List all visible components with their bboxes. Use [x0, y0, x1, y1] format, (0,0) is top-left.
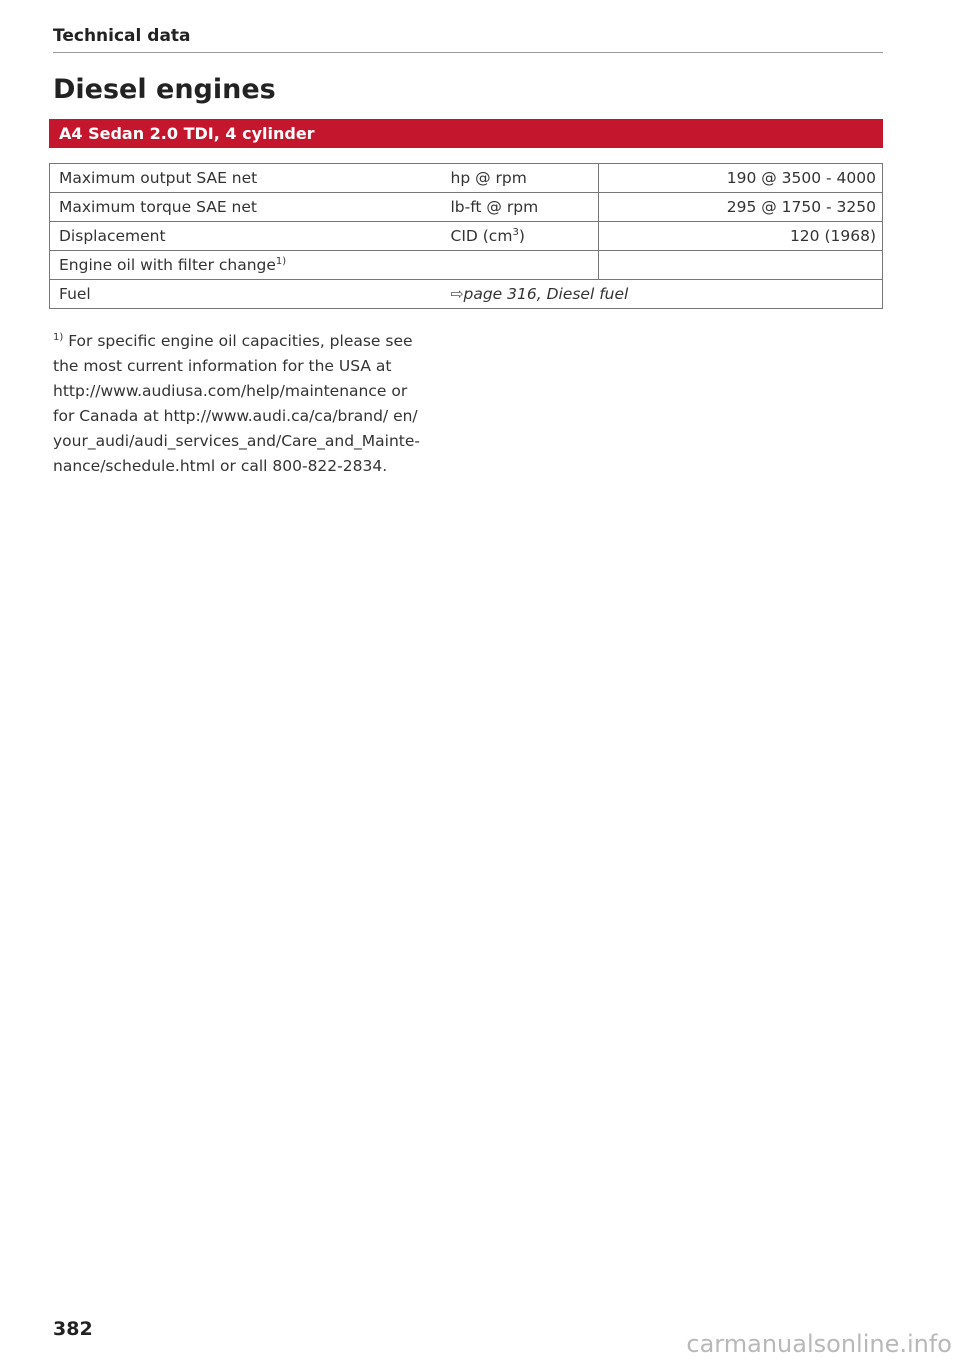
spec-unit: hp @ rpm	[442, 164, 599, 193]
page-number: 382	[53, 1318, 93, 1340]
spec-label: Maximum output SAE net	[50, 164, 442, 193]
spec-unit: CID $(cm^3)$	[442, 222, 599, 251]
table-row	[50, 222, 883, 251]
spec-label: Fuel	[50, 280, 442, 309]
page-title: Diesel engines	[53, 74, 276, 105]
table-row	[50, 251, 883, 280]
spec-label: Engine oil with filter change$^{1)}$	[50, 251, 442, 280]
spec-value: 120 (1968)	[599, 222, 883, 251]
spec-label: Maximum torque SAE net	[50, 193, 442, 222]
table-row	[50, 280, 883, 309]
spec-value: 295 @ 1750 - 3250	[599, 193, 883, 222]
section-label: Technical data	[53, 26, 191, 46]
spec-value: 190 @ 3500 - 4000	[599, 164, 883, 193]
spec-value	[599, 251, 883, 280]
footnote-marker: 1)	[53, 332, 64, 343]
spec-unit	[442, 251, 599, 280]
table-row	[50, 193, 883, 222]
spec-label: Displacement	[50, 222, 442, 251]
footnote	[53, 325, 453, 479]
page-reference-link[interactable]: ⇨page 316, Diesel fuel	[442, 280, 883, 309]
footnote-marker: 1)	[275, 255, 287, 267]
watermark: carmanualsonline.info	[686, 1330, 952, 1358]
table-row	[50, 164, 883, 193]
spec-unit: lb-ft @ rpm	[442, 193, 599, 222]
model-heading-bar	[49, 119, 883, 148]
model-heading: A4 Sedan 2.0 TDI, 4 cylinder	[59, 124, 315, 143]
footnote-text: For specific engine oil capacities, please see the most current information for the USA at http://www.audiusa.com/help/maintenance or for Canada at http://www.audi.ca/ca/brand/ en/ your_audi/audi_services_and/Care_and_Mainte- nance/schedule.html or call 800-822-2834.	[53, 332, 420, 476]
spec-table	[49, 163, 883, 309]
header-rule	[53, 52, 883, 53]
arrow-right-icon: ⇨	[450, 285, 464, 303]
